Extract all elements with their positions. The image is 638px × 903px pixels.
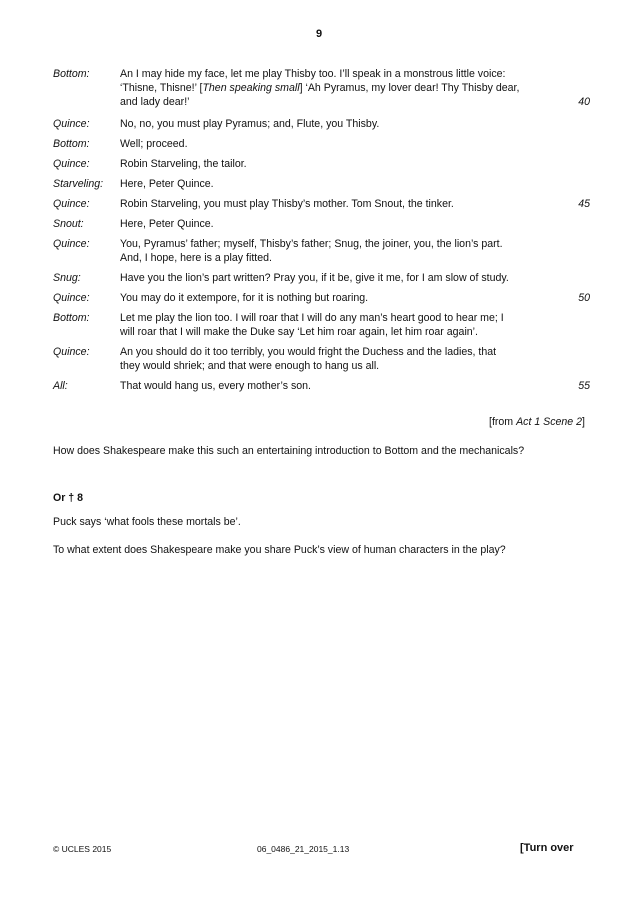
speech bbox=[120, 271, 565, 285]
speech-line: and lady dear!’ bbox=[120, 96, 190, 108]
speech bbox=[120, 217, 565, 231]
speech bbox=[120, 291, 565, 305]
speaker: Bottom: bbox=[53, 68, 90, 80]
speech-line: And, I hope, here is a play fitted. bbox=[120, 252, 272, 264]
speech bbox=[120, 67, 565, 109]
speech bbox=[120, 117, 565, 131]
turn-over: [Turn over bbox=[520, 842, 574, 854]
line-number: 45 bbox=[578, 198, 590, 210]
speech bbox=[120, 157, 565, 171]
page-number: 9 bbox=[315, 28, 323, 40]
speech bbox=[120, 137, 565, 151]
speaker: Quince: bbox=[53, 238, 90, 250]
line-number: 50 bbox=[578, 292, 590, 304]
speech-line: Have you the lion’s part written? Pray you, if it be, give it me, for I am slow of study. bbox=[120, 272, 509, 284]
speech-line: Well; proceed. bbox=[120, 138, 188, 150]
speech-line: Let me play the lion too. I will roar that I will do any man’s heart good to hear me; I bbox=[120, 312, 504, 324]
question-8-quote: Puck says ‘what fools these mortals be’. bbox=[53, 516, 241, 528]
speech bbox=[120, 311, 565, 339]
speech bbox=[120, 345, 565, 373]
speaker: Quince: bbox=[53, 158, 90, 170]
speech-line: Here, Peter Quince. bbox=[120, 178, 214, 190]
line-number: 55 bbox=[578, 380, 590, 392]
speaker: Quince: bbox=[53, 198, 90, 210]
stage-direction: Then speaking small bbox=[202, 82, 300, 94]
question-7: How does Shakespeare make this such an entertaining introduction to Bottom and the mechanicals? bbox=[53, 445, 525, 457]
source-reference: [from Act 1 Scene 2] bbox=[489, 416, 585, 428]
speaker: All: bbox=[53, 380, 68, 392]
footer-copyright: © UCLES 2015 bbox=[53, 844, 112, 854]
speech-line: will roar that I will make the Duke say ‘Let him roar again, let him roar again’. bbox=[120, 326, 478, 338]
speech-line: ‘Thisne, Thisne!’ [Then speaking small] ‘Ah Pyramus, my lover dear! Thy Thisby dear, bbox=[120, 82, 520, 94]
speaker: Snug: bbox=[53, 272, 81, 284]
line-number: 40 bbox=[578, 96, 590, 108]
speech bbox=[120, 379, 565, 393]
footer-code: 06_0486_21_2015_1.13 bbox=[257, 844, 350, 854]
speech bbox=[120, 197, 565, 211]
speaker: Quince: bbox=[53, 118, 90, 130]
speaker: Quince: bbox=[53, 292, 90, 304]
speech bbox=[120, 177, 565, 191]
speaker: Bottom: bbox=[53, 138, 90, 150]
speech-line: You, Pyramus’ father; myself, Thisby’s father; Snug, the joiner, you, the lion’s part. bbox=[120, 238, 503, 250]
speech-line: That would hang us, every mother’s son. bbox=[120, 380, 311, 392]
speaker: Snout: bbox=[53, 218, 84, 230]
speech-line: Here, Peter Quince. bbox=[120, 218, 214, 230]
speech bbox=[120, 237, 565, 265]
question-8: To what extent does Shakespeare make you share Puck’s view of human characters in the play? bbox=[53, 544, 506, 556]
speech-line: Robin Starveling, you must play Thisby’s mother. Tom Snout, the tinker. bbox=[120, 198, 454, 210]
speech-line: Robin Starveling, the tailor. bbox=[120, 158, 247, 170]
question-8-header: Or † 8 bbox=[53, 492, 84, 504]
speech-line: You may do it extempore, for it is nothing but roaring. bbox=[120, 292, 369, 304]
speaker: Bottom: bbox=[53, 312, 90, 324]
speech-line: No, no, you must play Pyramus; and, Flute, you Thisby. bbox=[120, 118, 380, 130]
speech-line: An I may hide my face, let me play Thisby too. I’ll speak in a monstrous little voice: bbox=[120, 68, 506, 80]
speech-line: An you should do it too terribly, you would fright the Duchess and the ladies, that bbox=[120, 346, 497, 358]
speaker: Starveling: bbox=[53, 178, 104, 190]
speech-line: they would shriek; and that were enough to hang us all. bbox=[120, 360, 380, 372]
speaker: Quince: bbox=[53, 346, 90, 358]
